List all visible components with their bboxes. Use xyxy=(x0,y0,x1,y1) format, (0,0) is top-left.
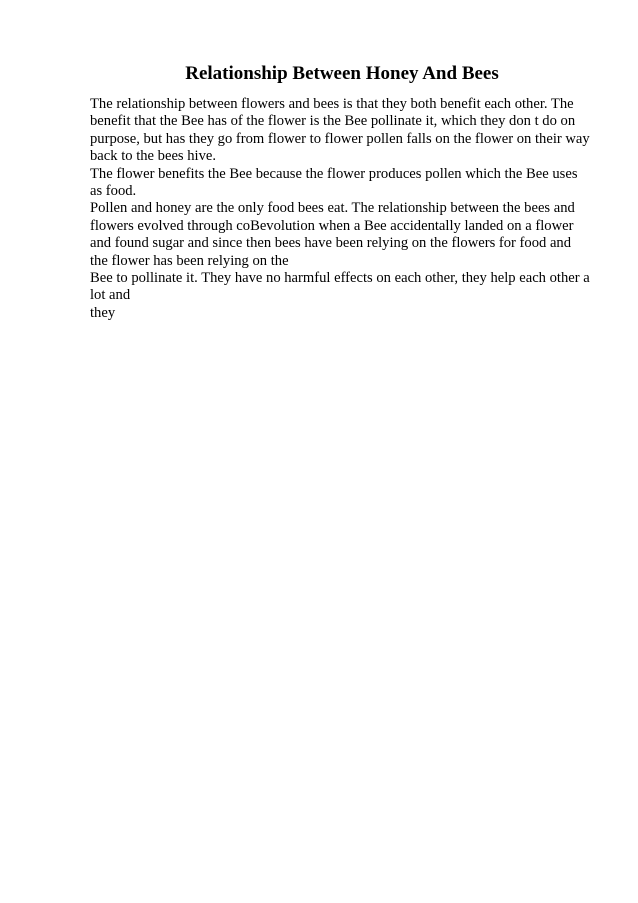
text-line: Pollen and honey are the only food bees eat. The relationship between the bees and xyxy=(90,200,575,217)
text-line: flowers evolved through coBevolution when a Bee accidentally landed on a flower xyxy=(90,217,574,234)
text-line: The flower benefits the Bee because the flower produces pollen which the Bee uses xyxy=(90,165,578,182)
text-line: purpose, but has they go from flower to flower pollen falls on the flower on their way xyxy=(90,130,590,147)
page-title: Relationship Between Honey And Bees xyxy=(185,63,499,84)
text-line: Bee to pollinate it. They have no harmful effects on each other, they help each other a xyxy=(90,269,590,286)
text-line: The relationship between flowers and bees is that they both benefit each other. The xyxy=(90,96,574,112)
text-line: they xyxy=(90,304,116,321)
text-line: and found sugar and since then bees have been relying on the flowers for food and xyxy=(90,235,572,252)
text-line: benefit that the Bee has of the flower is the Bee pollinate it, which they don t do on xyxy=(90,113,576,130)
text-line: the flower has been relying on the xyxy=(90,252,289,269)
text-line: back to the bees hive. xyxy=(90,148,217,165)
text-line: lot and xyxy=(90,287,131,304)
text-line: as food. xyxy=(90,182,137,199)
body-text xyxy=(90,96,610,322)
